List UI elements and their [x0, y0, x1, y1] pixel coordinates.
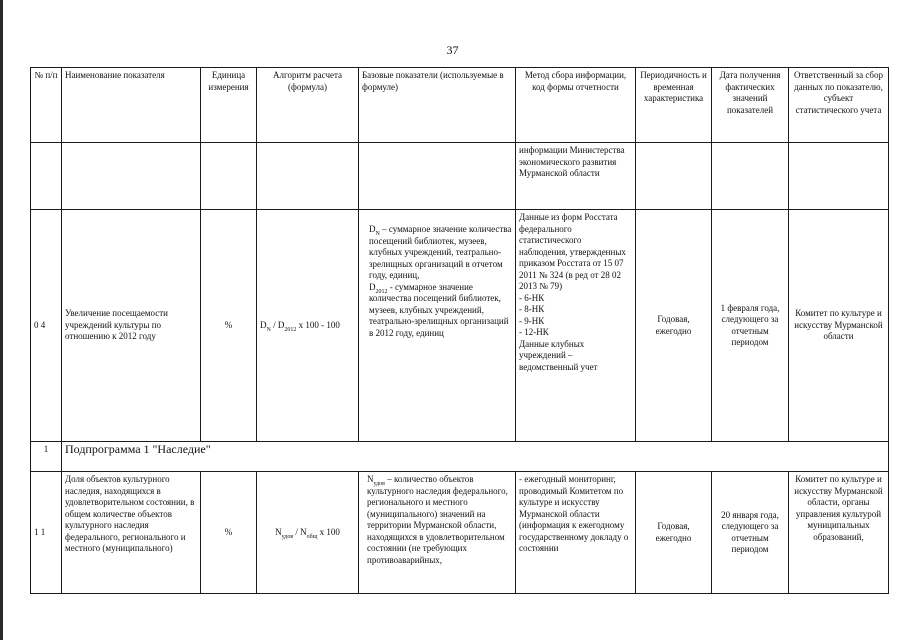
- cell-method-continuation: информации Министерства экономического развития Мурманской области: [516, 143, 636, 210]
- cell-num: 1 1: [31, 472, 62, 594]
- indicators-table: [30, 67, 889, 594]
- cell-period: Годовая, ежегодно: [636, 472, 712, 594]
- cell-num: 1: [31, 442, 62, 472]
- table-header-row: [31, 68, 889, 143]
- cell-formula: $D_N / D_{2012}$ x 100 - 100: [257, 210, 359, 442]
- cell-empty: [257, 143, 359, 210]
- cell-period: Годовая, ежегодно: [636, 210, 712, 442]
- cell-method: - ежегодный мониторинг, проводимый Комитетом по культуре и искусству Мурманской области (информация к ежегодному государственному докладу о состоянии: [516, 472, 636, 594]
- cell-empty: [201, 143, 257, 210]
- header-name: Наименование показателя: [62, 68, 201, 143]
- page-number: 37: [446, 43, 459, 57]
- cell-responsible: Комитет по культуре и искусству Мурманской области: [789, 210, 889, 442]
- cell-num: 0 4: [31, 210, 62, 442]
- header-algorithm: Алгоритм расчета (формула): [257, 68, 359, 143]
- cell-empty: [62, 143, 201, 210]
- cell-unit: %: [201, 472, 257, 594]
- header-date: Дата получения фактических значений показателей: [712, 68, 789, 143]
- cell-base-indicators: $D_N$ – суммарное значение количества посещений библиотек, музеев, клубных учреждений, театрально-зрелищных организаций в отчетом году, единиц, $D_{2012}$ - суммарное значение количества посещений библиотек, музеев, клубных учреждений, театрально-зрелищных организаций в 2012 году, единиц: [359, 210, 516, 442]
- cell-empty: [712, 143, 789, 210]
- table-row-subprogram: [31, 442, 889, 472]
- cell-date: 20 января года, следующего за отчетным периодом: [712, 472, 789, 594]
- cell-formula: $N_{удов} / N_{общ}$ x 100: [257, 472, 359, 594]
- table-row-04: [31, 210, 889, 442]
- cell-empty: [636, 143, 712, 210]
- header-num: № п/п: [31, 68, 62, 143]
- cell-empty: [31, 143, 62, 210]
- header-method: Метод сбора информации, код формы отчетности: [516, 68, 636, 143]
- cell-empty: [789, 143, 889, 210]
- table-row-11: [31, 472, 889, 594]
- header-unit: Единица измерения: [201, 68, 257, 143]
- cell-indicator-name: Увеличение посещаемости учреждений культуры по отношению к 2012 году: [62, 210, 201, 442]
- header-base: Базовые показатели (используемые в формуле): [359, 68, 516, 143]
- scan-edge: [0, 0, 3, 640]
- header-responsible: Ответственный за сбор данных по показателю, субъект статистического учета: [789, 68, 889, 143]
- cell-date: 1 февраля года, следующего за отчетным периодом: [712, 210, 789, 442]
- subprogram-title: Подпрограмма 1 "Наследие": [62, 442, 889, 472]
- cell-empty: [359, 143, 516, 210]
- cell-responsible: Комитет по культуре и искусству Мурманской области, органы управления культурой муниципальных образований,: [789, 472, 889, 594]
- header-period: Периодичность и временная характеристика: [636, 68, 712, 143]
- table-row-continuation: [31, 143, 889, 210]
- cell-indicator-name: Доля объектов культурного наследия, находящихся в удовлетворительном состоянии, в общем количестве объектов культурного наследия федерального, регионального и местного (муниципального): [62, 472, 201, 594]
- cell-method: Данные из форм Росстата федерального статистического наблюдения, утвержденных приказом Росстата от 15 07 2011 № 324 (в ред от 28 02 2013 № 79) - 6-НК - 8-НК - 9-НК - 12-НК Данные клубных учреждений – ведомственный учет: [516, 210, 636, 442]
- cell-base-indicators: $N_{удов}$ – количество объектов культурного наследия федерального, регионального и местного (муниципального) значений на территории Мурманской области, находящихся в удовлетворительном состоянии (не требующих противоаварийных,: [359, 472, 516, 594]
- cell-unit: %: [201, 210, 257, 442]
